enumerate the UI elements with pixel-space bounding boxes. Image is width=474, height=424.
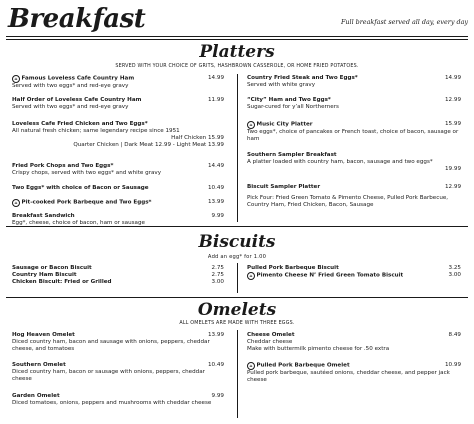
omelets-subtitle: ALL OMELETS ARE MADE WITH THREE EGGS. [179, 321, 295, 326]
header-divider [6, 36, 468, 37]
menu-item: ⌂ Pit-cooked Pork Barbeque and Two Eggs* 13.99 [12, 199, 224, 207]
menu-item: Southern Omelet 10.49 Diced country ham, bacon or sausage with onions, peppers, cheddar cheese [12, 362, 224, 382]
menu-item: “City” Ham and Two Eggs* 12.99 Sugar-cured for y’all Northerners [247, 97, 461, 110]
platters-subtitle: SERVED WITH YOUR CHOICE OF GRITS, HASHBROWN CASSEROLE, OR HOME FRIED POTATOES. [115, 64, 359, 69]
column-divider [237, 330, 238, 418]
menu-item: ⌂ Famous Loveless Cafe Country Ham 14.99 Served with two eggs* and red-eye gravy [12, 75, 224, 89]
circled-mark-icon: ⌂ [12, 75, 20, 83]
menu-item: ⌂ Pulled Pork Barbeque Omelet 10.99 Pulled pork barbeque, sautéed onions, cheddar cheese, and pepper jack cheese [247, 362, 461, 383]
menu-item: Southern Sampler Breakfast A platter loaded with country ham, bacon, sausage and two eggs* 19.99 [247, 152, 461, 172]
circled-mark-icon: ⌂ [247, 272, 255, 280]
menu-item: ⌂ Music City Platter 15.99 Two eggs*, choice of pancakes or French toast, choice of bacon, sausage or ham [247, 121, 461, 142]
biscuit-list: Pulled Pork Barbeque Biscuit 3.25 ⌂ Pimento Cheese N’ Fried Green Tomato Biscuit 3.00 [247, 265, 461, 279]
circled-mark-icon: ⌂ [247, 362, 255, 370]
omelets-title: Omelets [197, 300, 277, 320]
menu-item: Hog Heaven Omelet 13.99 Diced country ham, bacon and sausage with onions, peppers, cheddar cheese, and tomatoes [12, 332, 224, 352]
tagline: Full breakfast served all day, every day [340, 18, 468, 26]
menu-item: Half Order of Loveless Cafe Country Ham 11.99 Served with two eggs* and red-eye gravy [12, 97, 224, 110]
menu-item: Two Eggs* with choice of Bacon or Sausage 10.49 [12, 185, 224, 191]
menu-item: Garden Omelet 9.99 Diced tomatoes, onions, peppers and mushrooms with cheddar cheese [12, 393, 224, 406]
menu-item: Cheese Omelet 8.49 Cheddar cheese Make with buttermilk pimento cheese for .50 extra [247, 332, 461, 352]
section-divider [6, 226, 468, 227]
column-divider [237, 263, 238, 293]
biscuit-list: Sausage or Bacon Biscuit 2.75 Country Ham Biscuit 2.75 Chicken Biscuit: Fried or Grilled 3.00 [12, 265, 224, 285]
circled-mark-icon: ⌂ [12, 199, 20, 207]
menu-item: Breakfast Sandwich 9.99 Egg*, cheese, choice of bacon, ham or sausage [12, 213, 224, 226]
menu-item: Country Fried Steak and Two Eggs* 14.99 Served with white gravy [247, 75, 461, 88]
biscuits-title: Biscuits [198, 232, 276, 252]
page-title: Breakfast [8, 4, 146, 34]
menu-item: Loveless Cafe Fried Chicken and Two Eggs* All natural fresh chicken; same legendary recipe since 1951 Half Chicken 15.99 Quarter Chicken | Dark Meat 12.99 - Light Meat 13.99 [12, 121, 224, 148]
menu-item: Fried Pork Chops and Two Eggs* 14.49 Crispy chops, served with two eggs* and white gravy [12, 163, 224, 176]
column-divider [237, 74, 238, 222]
circled-mark-icon: ⌂ [247, 121, 255, 129]
menu-item: Biscuit Sampler Platter 12.99 Pick Four: Fried Green Tomato & Pimento Cheese, Pulled Pork Barbecue, Country Ham, Fried Chicken, Bacon, Sausage [247, 184, 461, 208]
section-divider [6, 297, 468, 298]
biscuits-subtitle: Add an egg* for 1.00 [207, 254, 267, 260]
platters-title: Platters [199, 42, 275, 62]
header-divider-thin [6, 39, 468, 40]
